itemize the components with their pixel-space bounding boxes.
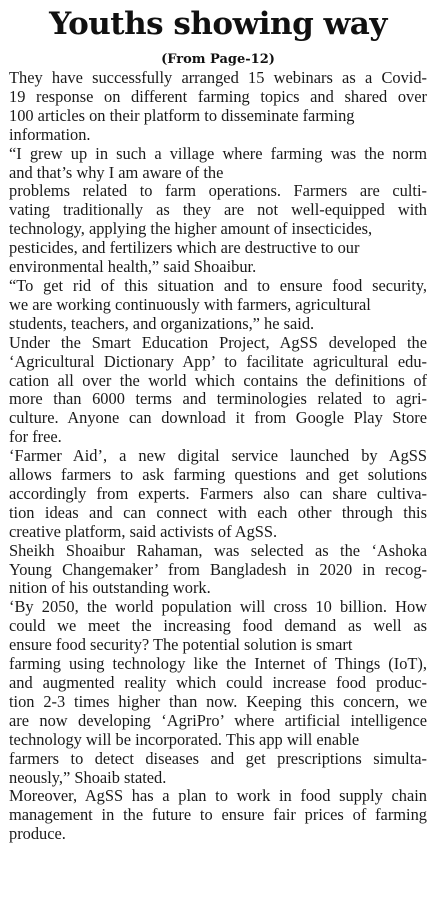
paragraph-line: problems related to farm operations. Farmers are culti- xyxy=(9,181,427,201)
paragraph-line: Under the Smart Education Project, AgSS developed the xyxy=(9,332,427,352)
paragraph-line: environmental health,” said Shoaibur. xyxy=(9,257,257,277)
paragraph-line: technology, applying the higher amount of insecticides, xyxy=(9,219,373,239)
article-body xyxy=(9,69,427,844)
article-headline: Youths showing way xyxy=(49,6,387,42)
news-article xyxy=(9,4,427,844)
paragraph-line: ‘Farmer Aid’, a new digital service launched by AgSS xyxy=(9,446,427,466)
paragraph-line: They have successfully arranged 15 webinars as a Covid- xyxy=(9,68,428,87)
paragraph-line: are now developing ‘AgriPro’ where artificial intelligence xyxy=(9,710,427,730)
paragraph-line: neously,” Shoaib stated. xyxy=(9,767,167,787)
paragraph-line: accordingly from experts. Farmers also can share cultiva- xyxy=(9,483,427,503)
paragraph-line: Young Changemaker’ from Bangladesh in 2020 in recog- xyxy=(9,559,427,579)
paragraph-line: nition of his outstanding work. xyxy=(9,578,211,598)
article-paragraph xyxy=(9,787,427,844)
article-paragraph xyxy=(9,542,427,599)
article-paragraph xyxy=(9,447,427,542)
paragraph-line: students, teachers, and organizations,” he said. xyxy=(9,313,315,333)
article-paragraph xyxy=(9,145,427,277)
paragraph-line: information. xyxy=(9,124,91,144)
paragraph-line: ensure food security? The potential solution is smart xyxy=(9,635,353,655)
paragraph-line: Sheikh Shoaibur Rahaman, was selected as the ‘Ashoka xyxy=(9,540,427,560)
paragraph-line: creative platform, said activists of AgSS. xyxy=(9,521,278,541)
paragraph-line: ‘By 2050, the world population will cross 10 billion. How xyxy=(9,597,427,617)
paragraph-line: vating traditionally as they are not well-equipped with xyxy=(9,200,427,220)
paragraph-line: 100 articles on their platform to disseminate farming xyxy=(9,105,355,125)
article-paragraph xyxy=(9,598,427,787)
paragraph-line: farmers to detect diseases and get prescriptions simulta- xyxy=(9,748,427,768)
paragraph-line: could we meet the increasing food demand as well as xyxy=(9,616,427,636)
paragraph-line: culture. Anyone can download it from Google Play Store xyxy=(9,408,427,428)
paragraph-line: and augmented reality which could increase food produc- xyxy=(9,673,428,692)
article-paragraph xyxy=(9,277,427,334)
article-paragraph xyxy=(9,334,427,447)
paragraph-line: farming using technology like the Internet of Things (IoT), xyxy=(9,654,427,674)
paragraph-line: 19 response on different farming topics and shared over xyxy=(9,86,427,106)
paragraph-line: tion ideas and can connect with each other through this xyxy=(9,502,427,522)
paragraph-line: for free. xyxy=(9,427,62,447)
paragraph-line: we are working continuously with farmers, agricultural xyxy=(9,294,371,314)
paragraph-line: ‘Agricultural Dictionary App’ to facilitate agricultural edu- xyxy=(9,351,427,371)
continued-from-label: (From Page-12) xyxy=(161,52,275,67)
paragraph-line: technology will be incorporated. This app will enable xyxy=(9,729,360,749)
paragraph-line: “I grew up in such a village where farming was the norm xyxy=(9,143,428,163)
paragraph-line: produce. xyxy=(9,824,66,844)
paragraph-line: allows farmers to ask farming questions and get solutions xyxy=(9,465,428,485)
paragraph-line: cation all over the world which contains the definitions of xyxy=(9,370,427,390)
paragraph-line: pesticides, and fertilizers which are destructive to our xyxy=(9,238,360,258)
paragraph-line: Moreover, AgSS has a plan to work in food supply chain xyxy=(9,786,427,806)
paragraph-line: “To get rid of this situation and to ensure food security, xyxy=(9,275,427,295)
paragraph-line: more than 6000 terms and terminologies related to agri- xyxy=(9,389,427,409)
paragraph-line: tion 2-3 times higher than now. Keeping this concern, we xyxy=(9,691,427,711)
article-paragraph xyxy=(9,69,427,145)
paragraph-line: and that’s why I am aware of the xyxy=(9,162,224,182)
paragraph-line: management in the future to ensure fair prices of farming xyxy=(9,805,427,825)
